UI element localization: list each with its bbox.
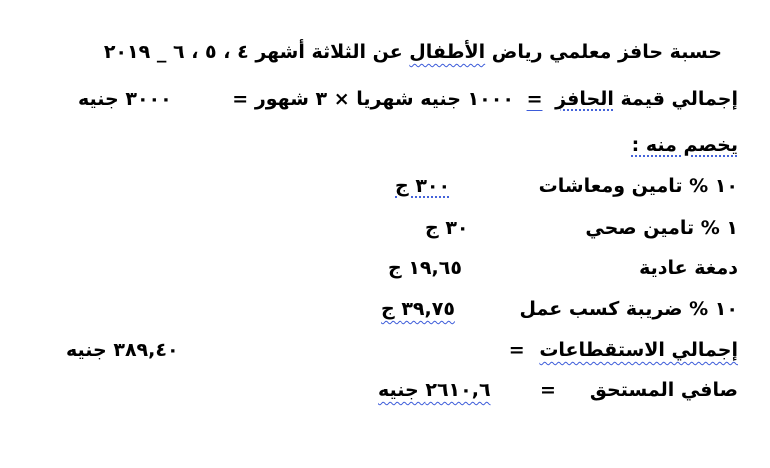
deduction-item-amount: [395, 174, 450, 198]
total-equals: =: [526, 88, 543, 110]
total-value: ٣٠٠٠ جنيه: [78, 88, 172, 110]
total-incentive-line: [232, 87, 738, 111]
deduction-item-label: ١ % تامين صحي: [585, 217, 738, 239]
deductions-heading-text: يخصم منه :: [631, 134, 738, 156]
title-rest: عن الثلاثة أشهر ٤ ، ٥ ، ٦ _: [156, 41, 403, 63]
title-main: حسبة حافز معلمي رياض: [491, 41, 722, 63]
net-amount-value: [378, 378, 491, 402]
total-deductions-line: [509, 338, 738, 362]
deduction-item-amount-text: ٣٩,٧٥ ج: [381, 298, 455, 320]
document-title: [104, 40, 722, 64]
deduction-item-label: ١٠ % ضريبة كسب عمل: [519, 298, 738, 320]
net-amount-equals: =: [540, 379, 556, 401]
total-label: إجمالي قيمة: [620, 88, 738, 110]
deduction-item-label: دمغة عادية: [639, 257, 738, 279]
total-deductions-label: إجمالي الاستقطاعات: [539, 339, 738, 361]
total-deductions-value: ٣٨٩,٤٠ جنيه: [66, 339, 179, 361]
deduction-item-amount-text: ٣٠٠ ج: [395, 175, 451, 197]
title-year: ٢٠١٩: [103, 41, 151, 63]
net-amount-value-text: ٢٦١٠,٦ جنيه: [378, 379, 491, 401]
total-deductions-equals: =: [508, 339, 525, 361]
deduction-item-label: ١٠ % تامين ومعاشات: [538, 175, 738, 197]
deduction-item-amount: [381, 297, 455, 321]
deduction-item-amount: ٣٠ ج: [425, 217, 469, 239]
total-label-word: الحافز: [555, 88, 614, 110]
title-kg: الأطفال: [409, 41, 486, 63]
net-amount-label: صافي المستحق: [589, 379, 738, 401]
deduction-item-amount: ١٩,٦٥ ج: [388, 257, 462, 279]
deductions-heading: [632, 133, 738, 157]
total-formula: ١٠٠٠ جنيه شهريا × ٣ شهور =: [232, 88, 514, 110]
